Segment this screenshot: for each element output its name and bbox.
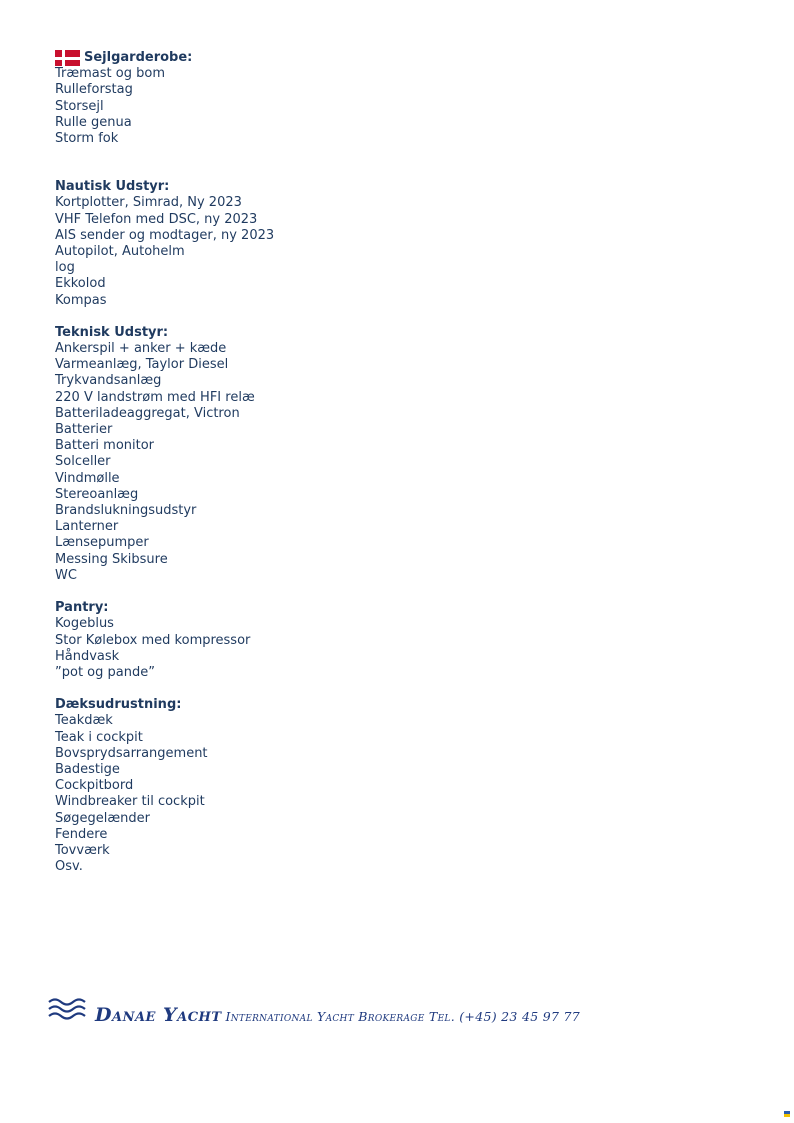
list-item: Teak i cockpit [55,729,143,745]
section-heading-text: Sejlgarderobe: [84,50,193,65]
footer [47,990,747,1026]
brokerage-tagline: International Yacht Brokerage Tel. (+45) 23 45 97 77 [225,1009,581,1024]
list-item: Kogeblus [55,616,114,632]
brand-name: Danae Yacht [95,1004,222,1026]
list-item: AIS sender og modtager, ny 2023 [55,227,275,243]
section-heading: Nautisk Udstyr: [55,179,170,195]
section-pantry [55,600,755,681]
list-item: Stereoanlæg [55,486,139,502]
list-item: Fendere [55,826,108,842]
list-item: Badestige [55,761,120,777]
list-item: Storm fok [55,131,119,147]
list-item: 220 V landstrøm med HFI relæ [55,389,255,405]
list-item: Ankerspil + anker + kæde [55,341,227,357]
list-item: ”pot og pande” [55,664,155,680]
list-item: Varmeanlæg, Taylor Diesel [55,357,229,373]
list-item: Lænsepumper [55,535,149,551]
list-item: WC [55,567,77,583]
list-item: Cockpitbord [55,778,134,794]
list-item: log [55,260,75,276]
denmark-flag-icon [55,50,80,66]
section-technical-equipment [55,325,755,584]
list-item: Håndvask [55,648,120,664]
list-item: Stor Kølebox med kompressor [55,632,251,648]
section-nautical-equipment [55,179,755,309]
section-heading [55,50,755,66]
list-item: Lanterner [55,519,119,535]
list-item: Batterier [55,422,113,438]
list-item: Kortplotter, Simrad, Ny 2023 [55,195,242,211]
list-item: Teakdæk [55,713,113,729]
list-item: Storsejl [55,98,104,114]
list-item: Søgegelænder [55,810,150,826]
list-item: Kompas [55,292,107,308]
list-item: Messing Skibsure [55,551,168,567]
waves-logo-icon [47,994,87,1024]
list-item: Trykvandsanlæg [55,373,162,389]
section-deck-equipment [55,697,755,875]
list-item: Rulle genua [55,114,132,130]
corner-mark-icon [784,1111,790,1117]
list-item: Batteri monitor [55,438,155,454]
section-heading: Teknisk Udstyr: [55,324,169,340]
section-heading: Dæksudrustning: [55,697,182,713]
section-heading: Pantry: [55,600,109,616]
list-item: Træmast og bom [55,66,165,82]
list-item: Ekkolod [55,276,106,292]
list-item: Solceller [55,454,111,470]
equipment-list [55,50,755,891]
section-sail-wardrobe [55,50,755,147]
list-item: VHF Telefon med DSC, ny 2023 [55,211,258,227]
list-item: Autopilot, Autohelm [55,244,185,260]
list-item: Rulleforstag [55,82,133,98]
list-item: Windbreaker til cockpit [55,794,205,810]
list-item: Osv. [55,859,83,875]
list-item: Tovværk [55,842,110,858]
list-item: Brandslukningsudstyr [55,503,197,519]
list-item: Vindmølle [55,470,120,486]
list-item: Bovsprydsarrangement [55,745,208,761]
list-item: Batteriladeaggregat, Victron [55,405,240,421]
